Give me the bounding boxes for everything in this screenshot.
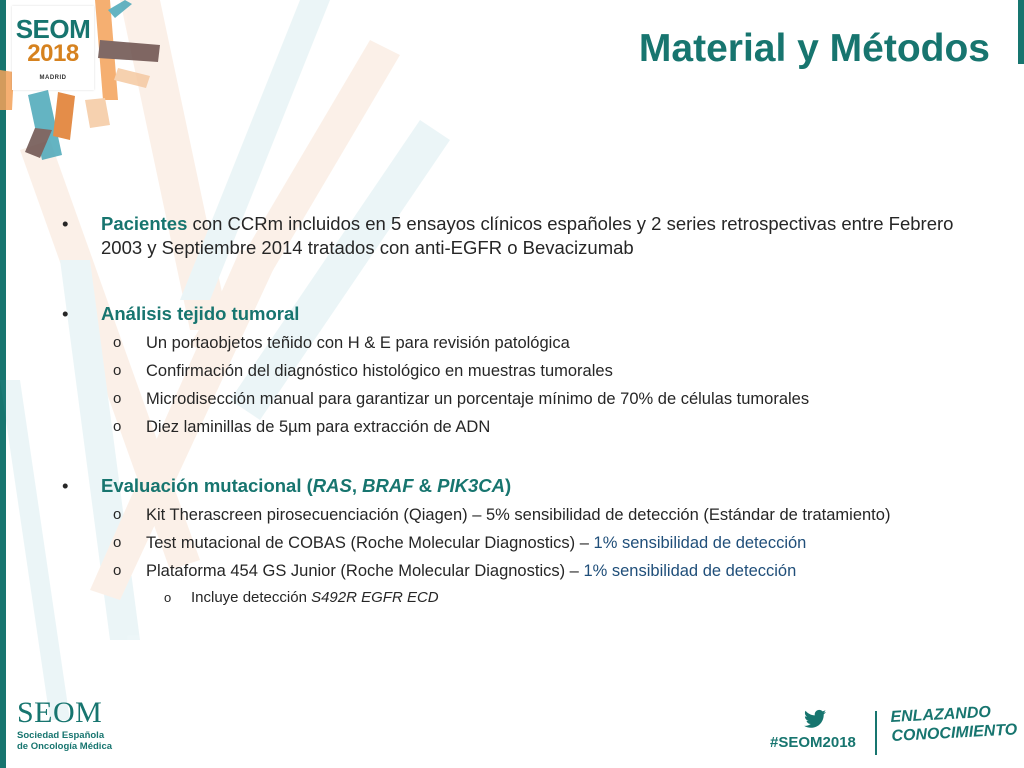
logo-year-text: 2018 bbox=[27, 40, 79, 67]
enlazando-conocimiento-tagline bbox=[890, 701, 1018, 746]
hashtag: #SEOM2018 bbox=[770, 734, 856, 751]
bullet-label-pacientes: Pacientes bbox=[101, 213, 188, 234]
gene-pik3ca: PIK3CA bbox=[437, 475, 506, 496]
sub-sub-item-text: Incluye detección bbox=[191, 589, 312, 606]
bullet-label-analisis: Análisis tejido tumoral bbox=[101, 303, 300, 324]
sensitivity-text: 1% sensibilidad de detección bbox=[583, 562, 797, 580]
sub-sub-item-s492r bbox=[60, 588, 960, 608]
gene-ras: RAS bbox=[312, 475, 352, 496]
sub-item-microdiseccion bbox=[60, 388, 960, 410]
bullet-text-pacientes: con CCRm incluidos en 5 ensayos clínicos españoles y 2 series retrospectivas entre Febrero 2003 y Septiembre 2014 tratados con anti-EGFR o Bevacizumab bbox=[101, 213, 954, 258]
sub-item-laminillas bbox=[60, 416, 960, 438]
sub-item-text: Test mutacional de COBAS (Roche Molecular Diagnostics) – bbox=[146, 534, 594, 552]
sub-bullet-icon: o bbox=[113, 390, 122, 407]
sensitivity-text: 1% sensibilidad de detección bbox=[593, 534, 807, 552]
tagline-line-2: CONOCIMIENTO bbox=[891, 721, 1018, 745]
bullet-pacientes bbox=[60, 212, 960, 260]
bullet-evaluacion bbox=[60, 474, 960, 498]
gene-braf: BRAF bbox=[362, 475, 414, 496]
bullet-icon: • bbox=[62, 475, 69, 496]
sub-sub-bullet-icon: o bbox=[164, 590, 172, 605]
sub-item-text: Confirmación del diagnóstico histológico en muestras tumorales bbox=[146, 362, 613, 380]
sub-bullet-icon: o bbox=[113, 562, 122, 579]
sub-bullet-icon: o bbox=[113, 506, 122, 523]
society-name: SEOM bbox=[17, 696, 103, 729]
slide-body bbox=[60, 212, 960, 608]
sub-item-therascreen bbox=[60, 504, 960, 526]
tagline-line-1: ENLAZANDO bbox=[890, 703, 992, 726]
bullet-icon: • bbox=[62, 303, 69, 324]
sub-item-portaobjetos bbox=[60, 332, 960, 354]
label-sep: , bbox=[351, 475, 363, 496]
twitter-icon bbox=[804, 709, 826, 729]
sub-item-confirmacion bbox=[60, 360, 960, 382]
bullet-analisis bbox=[60, 302, 960, 326]
sub-item-text: Microdisección manual para garantizar un porcentaje mínimo de 70% de células tumorales bbox=[146, 390, 810, 408]
sub-bullet-icon: o bbox=[113, 362, 122, 379]
seom-society-logo bbox=[17, 698, 112, 752]
label-pre: Evaluación mutacional ( bbox=[101, 475, 313, 496]
footer-divider bbox=[875, 711, 877, 755]
logo-seom-text: SEOM bbox=[15, 14, 91, 44]
left-accent-bar bbox=[0, 0, 6, 768]
sub-item-text: Diez laminillas de 5µm para extracción de ADN bbox=[146, 418, 491, 436]
mutation-name: S492R EGFR ECD bbox=[311, 589, 439, 606]
label-post: ) bbox=[505, 475, 512, 496]
sub-item-cobas bbox=[60, 532, 960, 554]
sub-item-text: Un portaobjetos teñido con H & E para revisión patológica bbox=[146, 334, 570, 352]
sub-bullet-icon: o bbox=[113, 334, 122, 351]
sub-item-text: Plataforma 454 GS Junior (Roche Molecular Diagnostics) – bbox=[146, 562, 584, 580]
sub-item-454-gs-junior bbox=[60, 560, 960, 582]
society-line-1: Sociedad Española bbox=[17, 730, 105, 741]
sub-bullet-icon: o bbox=[113, 534, 122, 551]
logo-city-text: MADRID bbox=[39, 75, 67, 81]
bullet-label-evaluacion bbox=[101, 475, 511, 496]
bullet-icon: • bbox=[62, 213, 69, 234]
society-line-2: de Oncología Médica bbox=[17, 741, 113, 752]
slide-title: Material y Métodos bbox=[638, 27, 990, 70]
right-accent-bar bbox=[1018, 0, 1024, 64]
seom-2018-logo bbox=[12, 6, 94, 90]
sub-item-text: Kit Therascreen pirosecuenciación (Qiagen) – 5% sensibilidad de detección (Estándar de tratamiento) bbox=[146, 506, 891, 524]
sub-bullet-icon: o bbox=[113, 418, 122, 435]
label-sep: & bbox=[413, 475, 438, 496]
